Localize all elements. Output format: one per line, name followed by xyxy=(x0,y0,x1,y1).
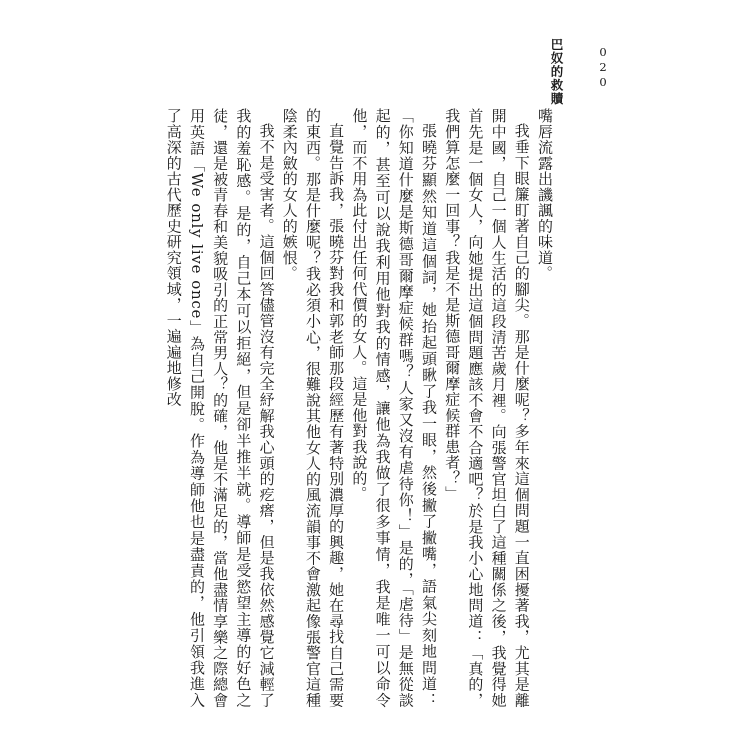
body-text xyxy=(164,108,556,708)
paragraph-1: 嘴唇流露出譏諷的味道。 xyxy=(536,108,554,282)
page-number: 020 xyxy=(596,45,610,90)
paragraph-2: 我垂下眼簾盯著自己的腳尖。那是什麼呢？多年來這個問題一直困擾著我，尤其是離開中國，自己一個人生活的這段清苦歲月裡。向張警官坦白了這種關係之後，我覺得她首先是一個女人，向她提出這個問題應該不會不合適吧？於是我小心地問道：「真的，我們算怎麼一回事？我是不是斯德哥爾摩症候群患者？」 xyxy=(443,108,531,708)
paragraph-4: 直覺告訴我，張曉芬對我和郭老師那段經歷有著特別濃厚的興趣，她在尋找自己需要的東西。那是什麼呢？我必須小心，很難說其他女人的風流韻事不會激起像張警官這種陰柔內斂的女人的嫉恨。 xyxy=(280,108,346,708)
paragraph-3: 張曉芬顯然知道這個詞，她抬起頭瞅了我一眼，然後撇了撇嘴，語氣尖刻地問道：「你知道什麼是斯德哥爾摩症候群嗎？人家又沒有虐待你！」是的，「虐待」是無從談起的，甚至可以說我利用他對我的情感，讓他為我做了很多事情，我是唯一可以命令他，而不用為此付出任何代價的女人。這是他對我說的。 xyxy=(350,108,438,708)
running-header-title: 巴奴的救贖 xyxy=(549,38,564,106)
paragraph-5: 我不是受害者。這個回答儘管沒有完全紓解我心頭的疙瘩，但是我依然感覺它減輕了我的羞恥感。是的，自己本可以拒絕，但是卻半推半就。導師是受慾望主導的好色之徒，還是被青春和美貌吸引的正常男人？的確，他是不滿足的，當他盡情享樂之際總會用英語「We only live once」為自己開脫。作為導師他也是盡責的，他引領我進入了高深的古代歷史研究領域，一遍遍地修改 xyxy=(164,108,276,708)
